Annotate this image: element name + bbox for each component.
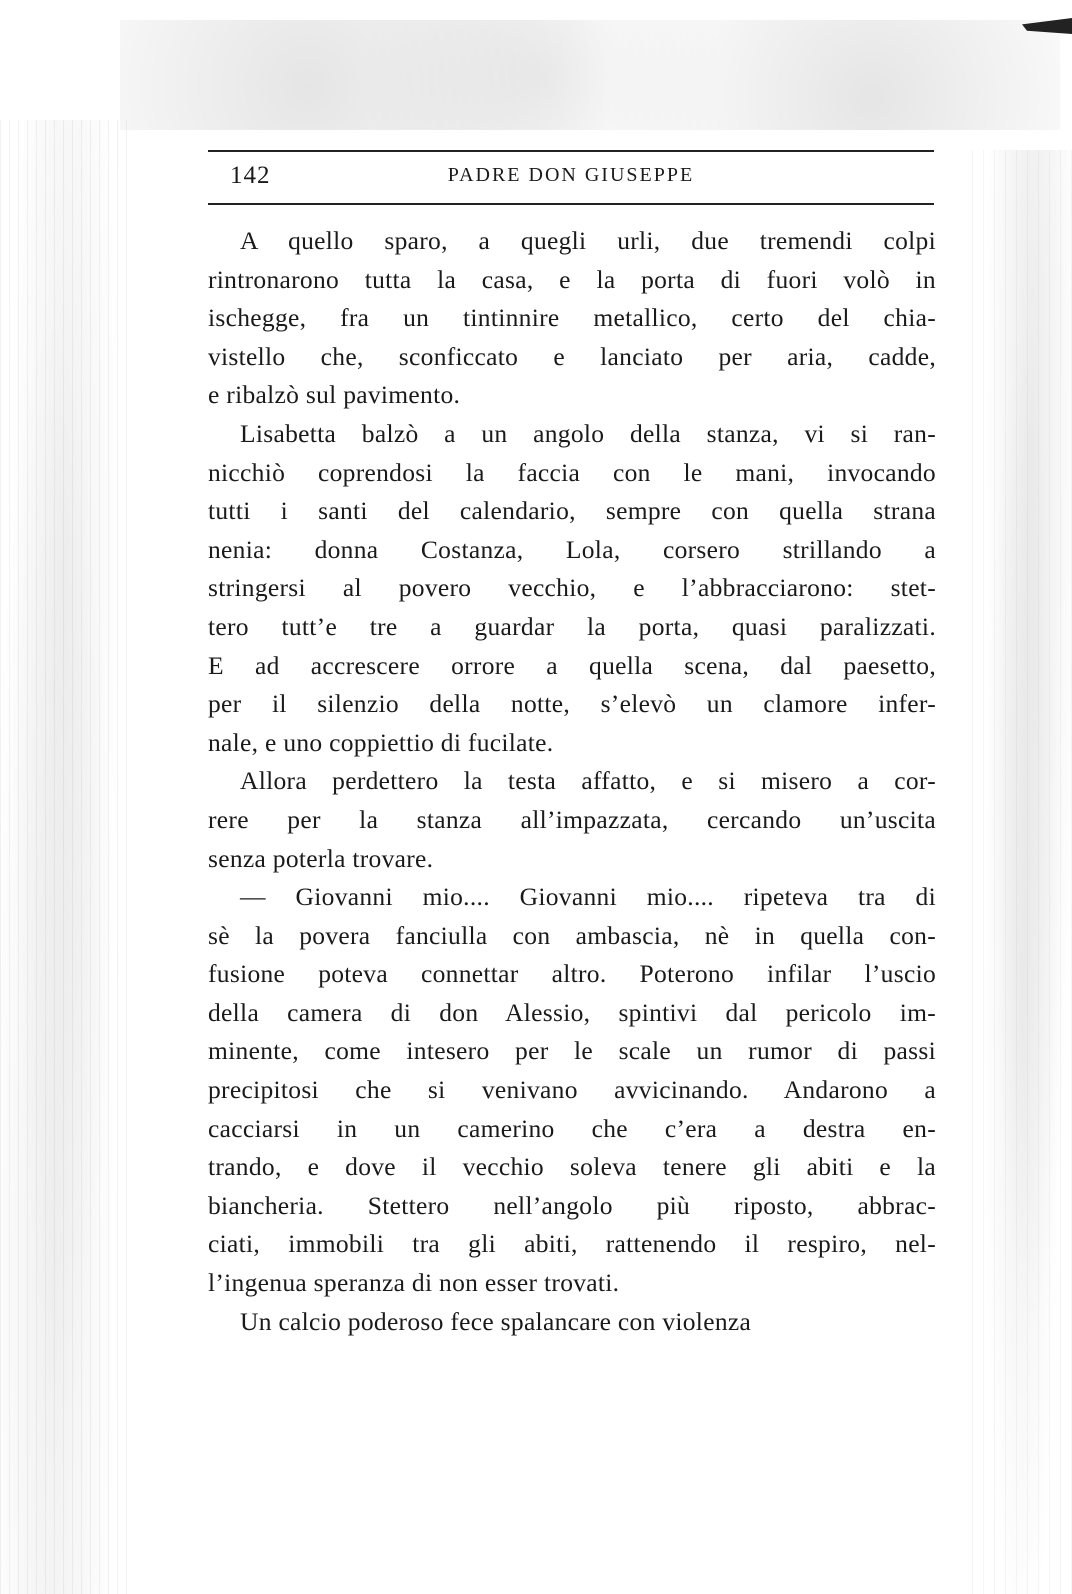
paragraph bbox=[208, 878, 936, 1303]
scan-corner-mark bbox=[1022, 18, 1072, 34]
text-line: fusione poteva connettar altro. Poterono infilar l’uscio bbox=[208, 959, 936, 989]
text-line: cacciarsi in un camerino che c’era a destra en- bbox=[208, 1113, 936, 1143]
text-line: rintronarono tutta la casa, e la porta di fuori volò in bbox=[208, 264, 936, 294]
paragraph bbox=[208, 222, 936, 415]
scan-noise-left bbox=[0, 120, 130, 1594]
text-line: per il silenzio della notte, s’elevò un clamore infer- bbox=[208, 689, 936, 719]
running-header bbox=[208, 160, 934, 198]
paragraph bbox=[208, 762, 936, 878]
text-line: A quello sparo, a quegli urli, due tremendi colpi bbox=[240, 226, 936, 255]
text-line: ciati, immobili tra gli abiti, rattenendo il respiro, nel- bbox=[208, 1229, 936, 1259]
paragraph bbox=[208, 415, 936, 762]
paragraph bbox=[208, 1303, 936, 1342]
header-rule-bottom bbox=[208, 203, 934, 205]
text-line: tero tutt’e tre a guardar la porta, quasi paralizzati. bbox=[208, 611, 936, 641]
text-line: e ribalzò sul pavimento. bbox=[208, 380, 461, 410]
text-line: rere per la stanza all’impazzata, cercando un’uscita bbox=[208, 804, 936, 834]
text-line: Un calcio poderoso fece spalancare con violenza bbox=[240, 1306, 752, 1336]
text-line: Allora perdettero la testa affatto, e si misero a cor- bbox=[240, 766, 936, 796]
text-line: l’ingenua speranza di non esser trovati. bbox=[208, 1268, 620, 1298]
text-line: Lisabetta balzò a un angolo della stanza, vi si ran- bbox=[240, 418, 936, 448]
text-line: nicchiò coprendosi la faccia con le mani, invocando bbox=[208, 457, 936, 487]
text-line: biancheria. Stettero nell’angolo più riposto, abbrac- bbox=[208, 1190, 936, 1220]
text-line: della camera di don Alessio, spintivi dal pericolo im- bbox=[208, 997, 936, 1027]
text-line: minente, come intesero per le scale un rumor di passi bbox=[208, 1036, 936, 1066]
running-title: PADRE DON GIUSEPPE bbox=[447, 164, 695, 186]
text-line: — Giovanni mio.... Giovanni mio.... ripeteva tra di bbox=[240, 882, 936, 912]
text-line: nale, e uno coppiettio di fucilate. bbox=[208, 727, 554, 757]
text-line: ischegge, fra un tintinnire metallico, certo del chia- bbox=[208, 303, 936, 333]
text-line: sè la povera fanciulla con ambascia, nè in quella con- bbox=[208, 920, 936, 950]
body-text bbox=[208, 222, 936, 1341]
text-line: nenia: donna Costanza, Lola, corsero strillando a bbox=[208, 534, 936, 564]
scan-noise-top bbox=[120, 20, 1060, 130]
text-line: tutti i santi del calendario, sempre con quella strana bbox=[208, 496, 936, 526]
page-number: 142 bbox=[230, 162, 271, 189]
text-line: trando, e dove il vecchio soleva tenere gli abiti e la bbox=[208, 1152, 936, 1182]
scan-noise-right bbox=[972, 150, 1072, 1594]
text-line: E ad accrescere orrore a quella scena, dal paesetto, bbox=[208, 650, 936, 680]
text-line: stringersi al povero vecchio, e l’abbracciarono: stet- bbox=[208, 573, 936, 603]
text-line: senza poterla trovare. bbox=[208, 843, 434, 873]
text-line: precipitosi che si venivano avvicinando. Andarono a bbox=[208, 1075, 936, 1105]
header-rule-top bbox=[208, 150, 934, 152]
text-line: vistello che, sconficcato e lanciato per aria, cadde, bbox=[208, 341, 936, 371]
